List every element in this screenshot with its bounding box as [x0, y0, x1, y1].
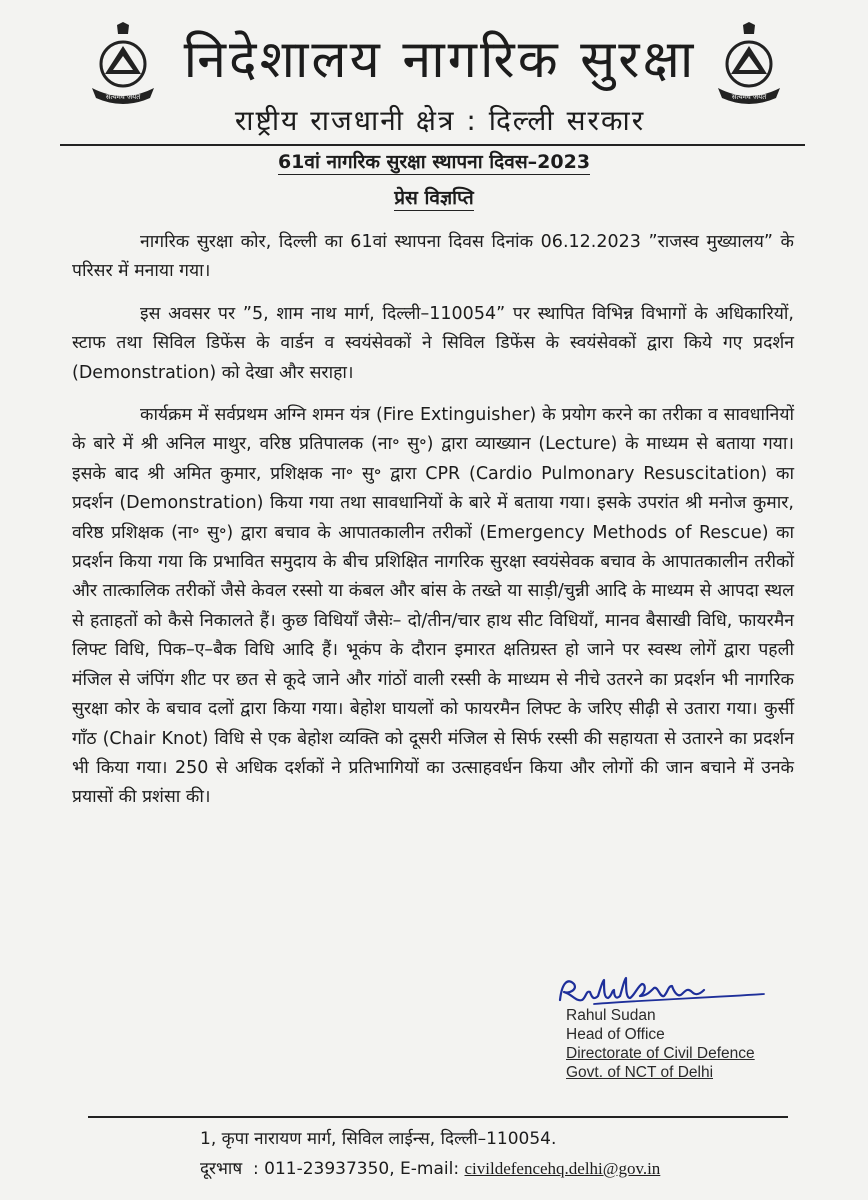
- paragraph-occasion: इस अवसर पर ”5, शाम नाथ मार्ग, दिल्ली–110054” पर स्थापित विभिन्न विभागों के अधिकारियों, स्टाफ तथा सिविल डिफेंस के वार्डन व स्वयंसेवकों ने सिविल डिफेंस के स्वयंसेवकों द्वारा किये गए प्रदर्शन (Demonstration) को देखा और सराहा।: [72, 303, 794, 383]
- signatory-department: Directorate of Civil Defence: [566, 1045, 755, 1062]
- signatory-block: [566, 1006, 826, 1082]
- footer-address: 1, कृपा नारायण मार्ग, सिविल लाईन्स, दिल्ली–110054.: [200, 1129, 557, 1149]
- signatory-name: Rahul Sudan: [566, 1007, 656, 1024]
- phone-number: 011-23937350,: [264, 1159, 395, 1179]
- signatory-designation: Head of Office: [566, 1026, 665, 1043]
- footer-contact: [200, 1154, 760, 1184]
- signatory-government: Govt. of NCT of Delhi: [566, 1064, 714, 1081]
- document-type: [0, 186, 868, 210]
- document-heading: [0, 150, 868, 174]
- phone-label: दूरभाष: [200, 1159, 243, 1179]
- civil-defence-emblem-left: [84, 18, 162, 106]
- organization-title: निदेशालय नागरिक सुरक्षा: [183, 30, 697, 90]
- footer-divider: [88, 1116, 788, 1118]
- document-body: [72, 228, 794, 813]
- civil-defence-emblem-right: [710, 18, 788, 106]
- emblem-icon: [84, 18, 162, 106]
- press-release-label: प्रेस विज्ञप्ति: [394, 187, 474, 209]
- svg-text:सत्यमेव जयते: सत्यमेव जयते: [105, 93, 141, 101]
- letterhead-divider: [60, 144, 805, 146]
- heading-title: 61वां नागरिक सुरक्षा स्थापना दिवस–2023: [277, 151, 591, 173]
- phone-separator: :: [247, 1159, 265, 1179]
- paragraph-program: कार्यक्रम में सर्वप्रथम अग्नि शमन यंत्र (Fire Extinguisher) के प्रयोग करने का तरीका व सावधानियों के बारे में श्री अनिल माथुर, वरिष्ठ प्रतिपालक (ना॰ सु॰) द्वारा व्याख्यान (Lecture) के माध्यम से बताया गया। इसके बाद श्री अमित कुमार, प्रशिक्षक ना॰ सु॰ द्वारा CPR (Cardio Pulmonary Resuscitation) का प्रदर्शन (Demonstration) किया गया तथा सावधानियों के बारे में बताया गया। इसके उपरांत श्री मनोज कुमार, वरिष्ठ प्रशिक्षक (ना॰ सु॰) द्वारा बचाव के आपातकालीन तरीकों (Emergency Methods of Rescue) का प्रदर्शन किया गया कि प्रभावित समुदाय के बीच प्रशिक्षित नागरिक सुरक्षा स्वयंसेवक बचाव के आपातकालीन तरीकों और तात्कालिक तरीकों जैसे केवल रस्सो या कंबल और बांस के तख्ते या साड़ी/चुन्नी आदि के माध्यम से आपदा स्थल से हताहतों को कैसे निकालते हैं। कुछ विधियाँ जैसेः– दो/तीन/चार हाथ सीट विधियाँ, मानव बैसाखी विधि, फायरमैन लिफ्ट विधि, पिक–ए–बैक विधि आदि हैं। भूकंप के दौरान इमारत क्षतिग्रस्त हो जाने पर स्वस्थ लोगें द्वारा पहली मंजिल से जंपिंग शीट पर छत से कूदे जाने और गांठों वाली रस्सी के माध्यम से नीचे उतरने का प्रदर्शन भी नागरिक सुरक्षा कोर के बचाव दलों द्वारा किया गया। बेहोश घायलों को फायरमैन लिफ्ट के जरिए सीढ़ी से उतारा गया। कुर्सी गाँठ (Chair Knot) विधि से एक बेहोश व्यक्ति को दूसरी मंजिल से सिर्फ रस्सी की सहायता से उतारने का प्रदर्शन भी किया गया। 250 से अधिक दर्शकों ने प्रतिभागियों का उत्साहवर्धन किया और लोगों की जान बचाने में उनके प्रयासों की प्रशंसा की।: [72, 405, 794, 808]
- email-link[interactable]: civildefencehq.delhi@gov.in: [464, 1159, 661, 1178]
- emblem-icon: [710, 18, 788, 106]
- svg-text:सत्यमेव जयते: सत्यमेव जयते: [731, 93, 767, 101]
- organization-subtitle: राष्ट्रीय राजधानी क्षेत्र : दिल्ली सरकार: [234, 104, 646, 137]
- signature-icon: [554, 972, 784, 1008]
- email-label: E-mail:: [400, 1159, 460, 1179]
- handwritten-signature: [554, 972, 784, 1008]
- paragraph-intro: नागरिक सुरक्षा कोर, दिल्ली का 61वां स्थापना दिवस दिनांक 06.12.2023 ”राजस्व मुख्यालय” के परिसर में मनाया गया।: [72, 232, 794, 282]
- footer: [200, 1124, 760, 1184]
